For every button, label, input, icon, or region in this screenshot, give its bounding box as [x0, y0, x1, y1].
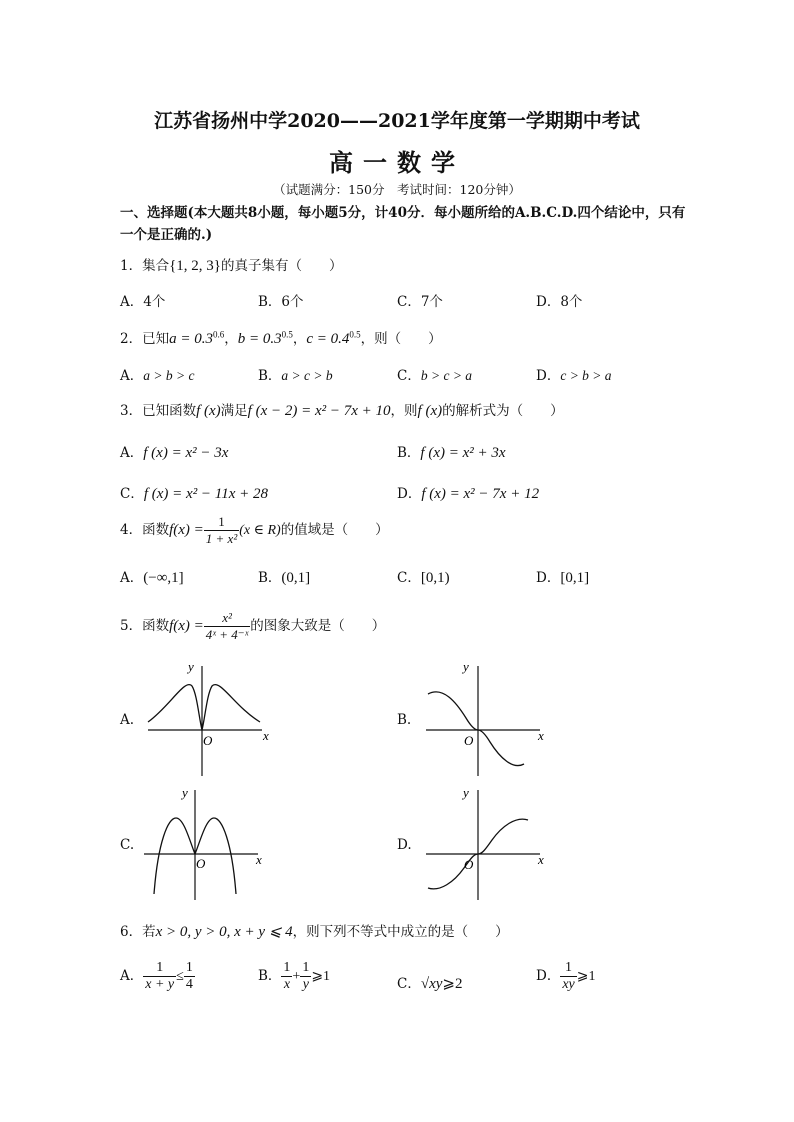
- q5-prefix: 5．函数: [120, 618, 170, 634]
- q5-graph-b: [418, 658, 558, 778]
- graph-a-y-label: y: [188, 659, 194, 674]
- q6-option-d: D． $\frac{1}{xy}$ ⩾1: [536, 960, 596, 992]
- graph-d-origin: O: [464, 857, 474, 872]
- q6-condition: x > 0, y > 0, x + y ⩽ 4: [155, 924, 293, 940]
- q2-c: c = 0.4: [306, 331, 350, 347]
- q1-option-b: B．6个: [258, 294, 304, 310]
- graph-d-x-label: x: [538, 852, 544, 867]
- q3-option-c: C．f (x) = x² − 11x + 28: [120, 486, 268, 502]
- q1-suffix: 的真子集有（ ）: [221, 258, 343, 274]
- q4-option-b: B．(0,1]: [258, 570, 311, 586]
- q6-prefix: 6．若: [120, 924, 156, 940]
- q2-suffix: ，则（ ）: [360, 331, 442, 347]
- q5-fdef: f(x) =: [169, 618, 204, 634]
- q5-label-a: A.: [120, 712, 135, 728]
- q5-denominator: 4ˣ + 4⁻ˣ: [205, 627, 249, 642]
- q2-a-exp: 0.6: [212, 329, 225, 340]
- q3-mid2: ，则: [390, 403, 418, 419]
- graph-a-origin: O: [203, 733, 213, 748]
- graph-c-y-label: y: [182, 785, 188, 800]
- question-1: [120, 254, 343, 275]
- q5-numerator: x²: [204, 610, 250, 627]
- graph-a-curve: [148, 685, 260, 730]
- q5-suffix: 的图象大致是（ ）: [250, 618, 386, 634]
- question-3: [120, 399, 564, 420]
- q3-fx-2: f (x): [417, 403, 443, 419]
- q4-suffix: 的值域是（ ）: [280, 522, 389, 538]
- q5-label-c: C.: [120, 837, 135, 853]
- exam-title: 江苏省扬州中学2020——2021学年度第一学期期中考试: [154, 110, 640, 132]
- q5-fraction: [204, 610, 250, 643]
- q5-graph-c: [140, 782, 280, 902]
- q4-numerator: 1: [204, 514, 239, 531]
- q2-option-b: B．a > c > b: [258, 368, 333, 384]
- q3-suffix: 的解析式为（ ）: [442, 403, 564, 419]
- question-6: [120, 920, 509, 941]
- q4-prefix: 4．函数: [120, 522, 170, 538]
- q4-option-d: D．[0,1]: [536, 570, 590, 586]
- q3-mid: 满足: [220, 403, 248, 419]
- graph-b-origin: O: [464, 733, 474, 748]
- graph-b-curve: [428, 692, 524, 766]
- q1-prefix: 1．集合: [120, 258, 170, 274]
- q3-option-d: D．f (x) = x² − 7x + 12: [397, 486, 540, 502]
- q6-option-c: C．√xy⩾2: [397, 976, 463, 992]
- q6-suffix: ，则下列不等式中成立的是（ ）: [292, 924, 509, 940]
- graph-d-y-label: y: [463, 785, 469, 800]
- q1-option-d: D．8个: [536, 294, 583, 310]
- q6-option-a: A． $\frac{1}{x + y}$ ≤ $\frac{1}{4}$: [120, 960, 193, 992]
- q4-domain: (x ∈ R): [239, 523, 281, 538]
- q1-option-c: C．7个: [397, 294, 443, 310]
- q5-graph-a: [140, 658, 280, 778]
- graph-a-x-label: x: [263, 728, 269, 743]
- q2-option-d: D．c > b > a: [536, 368, 612, 384]
- q5-label-b: B.: [397, 712, 412, 728]
- graph-b-y-label: y: [463, 659, 469, 674]
- question-2: 2．已知$a = 0.3^{0.6}$，$b = 0.3^{0.5}$，$c = 0.4^{0.5}$，则（ ）: [120, 329, 442, 347]
- q3-prefix: 3．已知函数: [120, 403, 197, 419]
- q4-denominator: 1 + x²: [205, 531, 238, 546]
- q2-option-a: A．a > b > c: [120, 368, 195, 384]
- q4-option-c: C．[0,1): [397, 570, 450, 586]
- section-heading: 一、选择题(本大题共8小题，每小题5分，计40分．每小题所给的A.B.C.D.四个结论中，只有一个是正确的.): [120, 205, 686, 243]
- q1-option-a: A．4个: [120, 294, 166, 310]
- q3-condition: f (x − 2) = x² − 7x + 10: [247, 403, 391, 419]
- q5-graph-d: [418, 782, 558, 902]
- q3-fx: f (x): [196, 403, 221, 419]
- q2-a: a = 0.3: [169, 331, 213, 347]
- question-5: [120, 610, 385, 643]
- q6-option-b: B． $\frac{1}{x}$ + $\frac{1}{y}$ ⩾1: [258, 960, 331, 992]
- graph-c-x-label: x: [256, 852, 262, 867]
- exam-info: （试题满分：150分 考试时间：120分钟）: [273, 182, 521, 197]
- q5-label-d: D.: [397, 837, 412, 853]
- q2-b: b = 0.3: [237, 331, 282, 347]
- q2-option-c: C．b > c > a: [397, 368, 473, 384]
- graph-c-origin: O: [196, 856, 206, 871]
- q4-fdef: f(x) =: [169, 522, 204, 538]
- q2-b-exp: 0.5: [281, 329, 293, 340]
- q4-option-a: A．(−∞,1]: [120, 570, 184, 586]
- subject-title: 高一数学: [329, 148, 465, 177]
- q4-fraction: [204, 514, 239, 547]
- question-4: [120, 514, 389, 547]
- q3-option-b: B．f (x) = x² + 3x: [397, 445, 506, 461]
- q1-set: {1, 2, 3}: [169, 258, 221, 274]
- q2-c-exp: 0.5: [349, 329, 361, 340]
- q2-prefix: 2．已知: [120, 331, 170, 347]
- q3-option-a: A．f (x) = x² − 3x: [120, 445, 229, 461]
- graph-b-x-label: x: [538, 728, 544, 743]
